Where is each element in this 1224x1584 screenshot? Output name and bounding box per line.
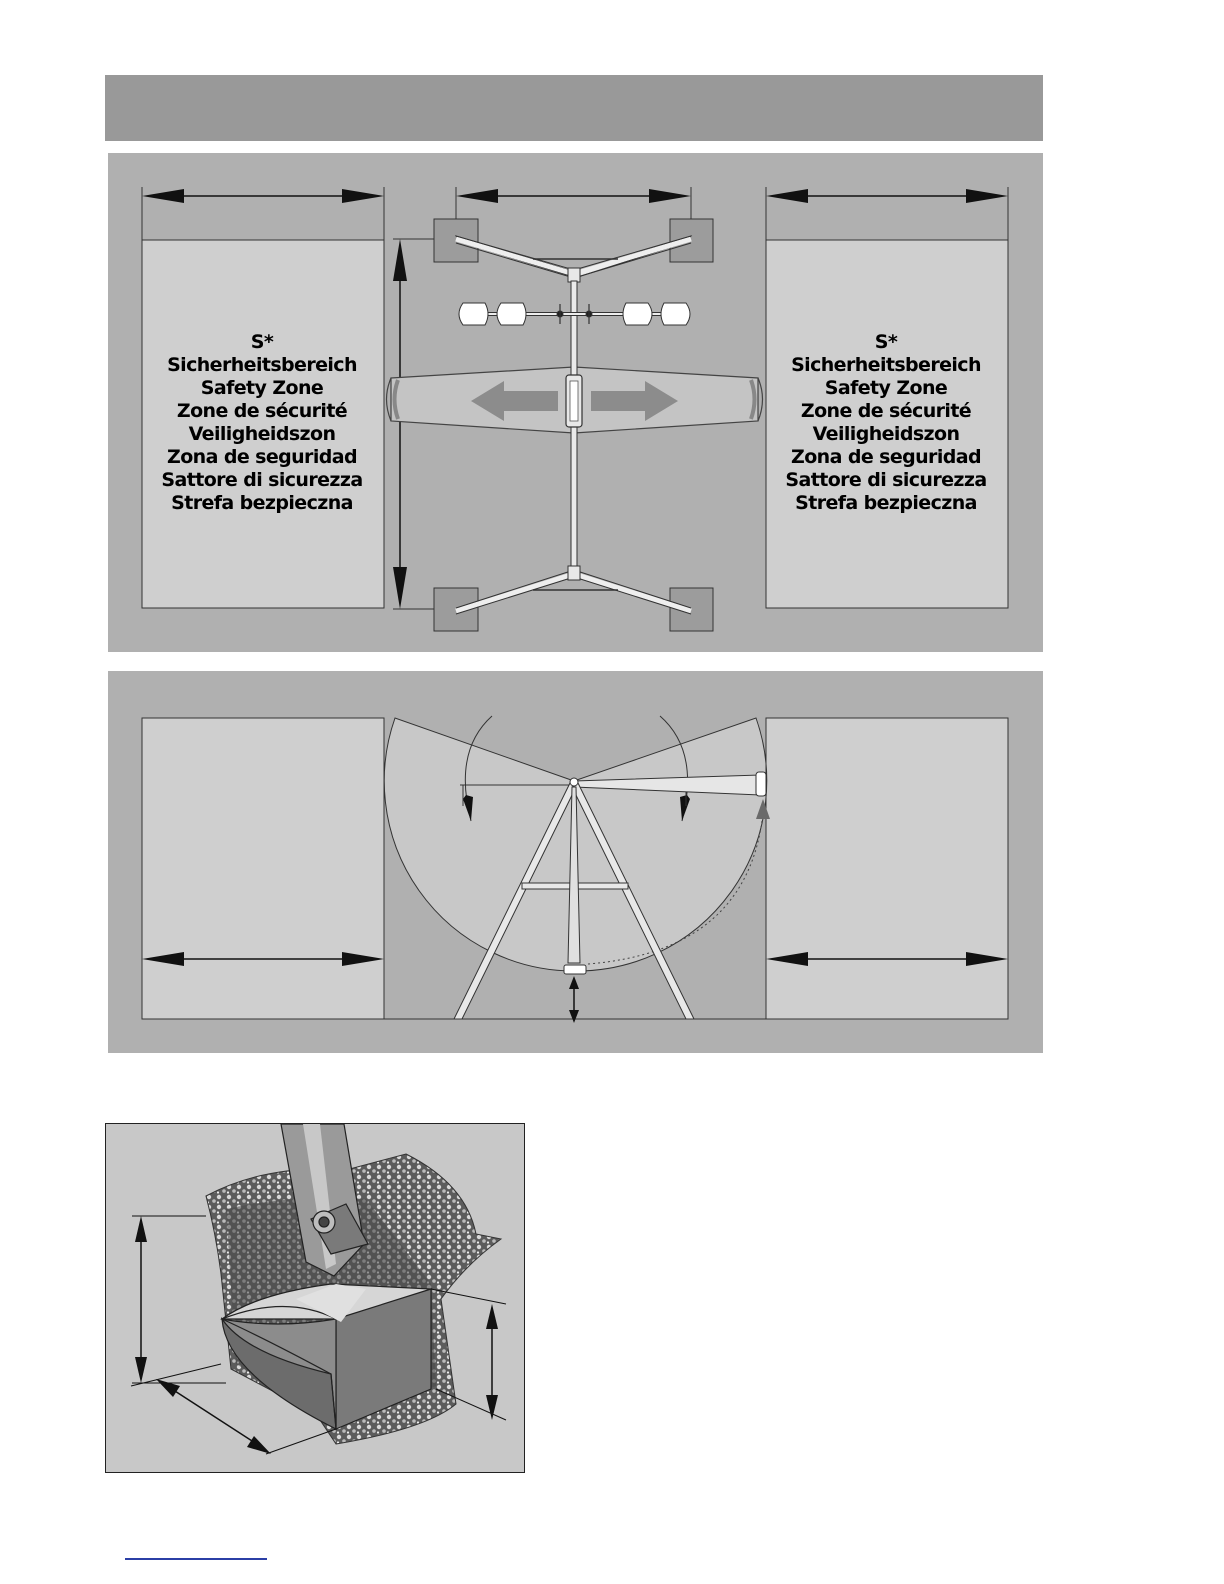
zone-label-line: Sattore di sicurezza bbox=[785, 469, 987, 491]
zone-label-line: Sicherheitsbereich bbox=[791, 354, 981, 376]
zone-label-line: Zone de sécurité bbox=[800, 400, 972, 422]
zone-label-line: Safety Zone bbox=[200, 377, 324, 399]
ground-clearance-dimension bbox=[569, 976, 579, 1023]
frame-bottom-legs bbox=[456, 566, 691, 614]
zone-label-line: Sicherheitsbereich bbox=[167, 354, 357, 376]
frame-width-dimension bbox=[456, 187, 691, 223]
right-zone-width-dimension bbox=[766, 187, 1008, 240]
side-view-diagram bbox=[108, 671, 1043, 1053]
zone-label-line: Strefa bezpieczna bbox=[171, 492, 353, 514]
left-safety-zone-side bbox=[142, 718, 384, 1019]
footnote-rule bbox=[125, 1558, 267, 1560]
header-bar bbox=[105, 75, 1043, 141]
zone-label-line: Zone de sécurité bbox=[176, 400, 348, 422]
right-zone-label bbox=[766, 331, 1006, 515]
zone-label-line: Strefa bezpieczna bbox=[795, 492, 977, 514]
zone-label-line: Veiligheidszon bbox=[812, 423, 960, 445]
zone-label-line: Safety Zone bbox=[824, 377, 948, 399]
right-safety-zone-side bbox=[766, 718, 1008, 1019]
zone-label-line: S* bbox=[874, 331, 898, 353]
zone-label-line: Veiligheidszon bbox=[188, 423, 336, 445]
zone-label-line: Zona de seguridad bbox=[791, 446, 981, 468]
zone-label-line: S* bbox=[250, 331, 274, 353]
zone-label-line: Zona de seguridad bbox=[167, 446, 357, 468]
left-zone-label bbox=[142, 331, 382, 515]
foundation-depth-dimension bbox=[132, 1216, 226, 1383]
foundation-drawing bbox=[106, 1124, 525, 1473]
foundation-detail bbox=[105, 1123, 525, 1473]
left-zone-width-dimension bbox=[142, 187, 384, 240]
frame-top-legs bbox=[456, 236, 691, 282]
side-view-drawing bbox=[108, 671, 1043, 1053]
zone-label-line: Sattore di sicurezza bbox=[161, 469, 363, 491]
top-view-diagram bbox=[108, 153, 1043, 652]
